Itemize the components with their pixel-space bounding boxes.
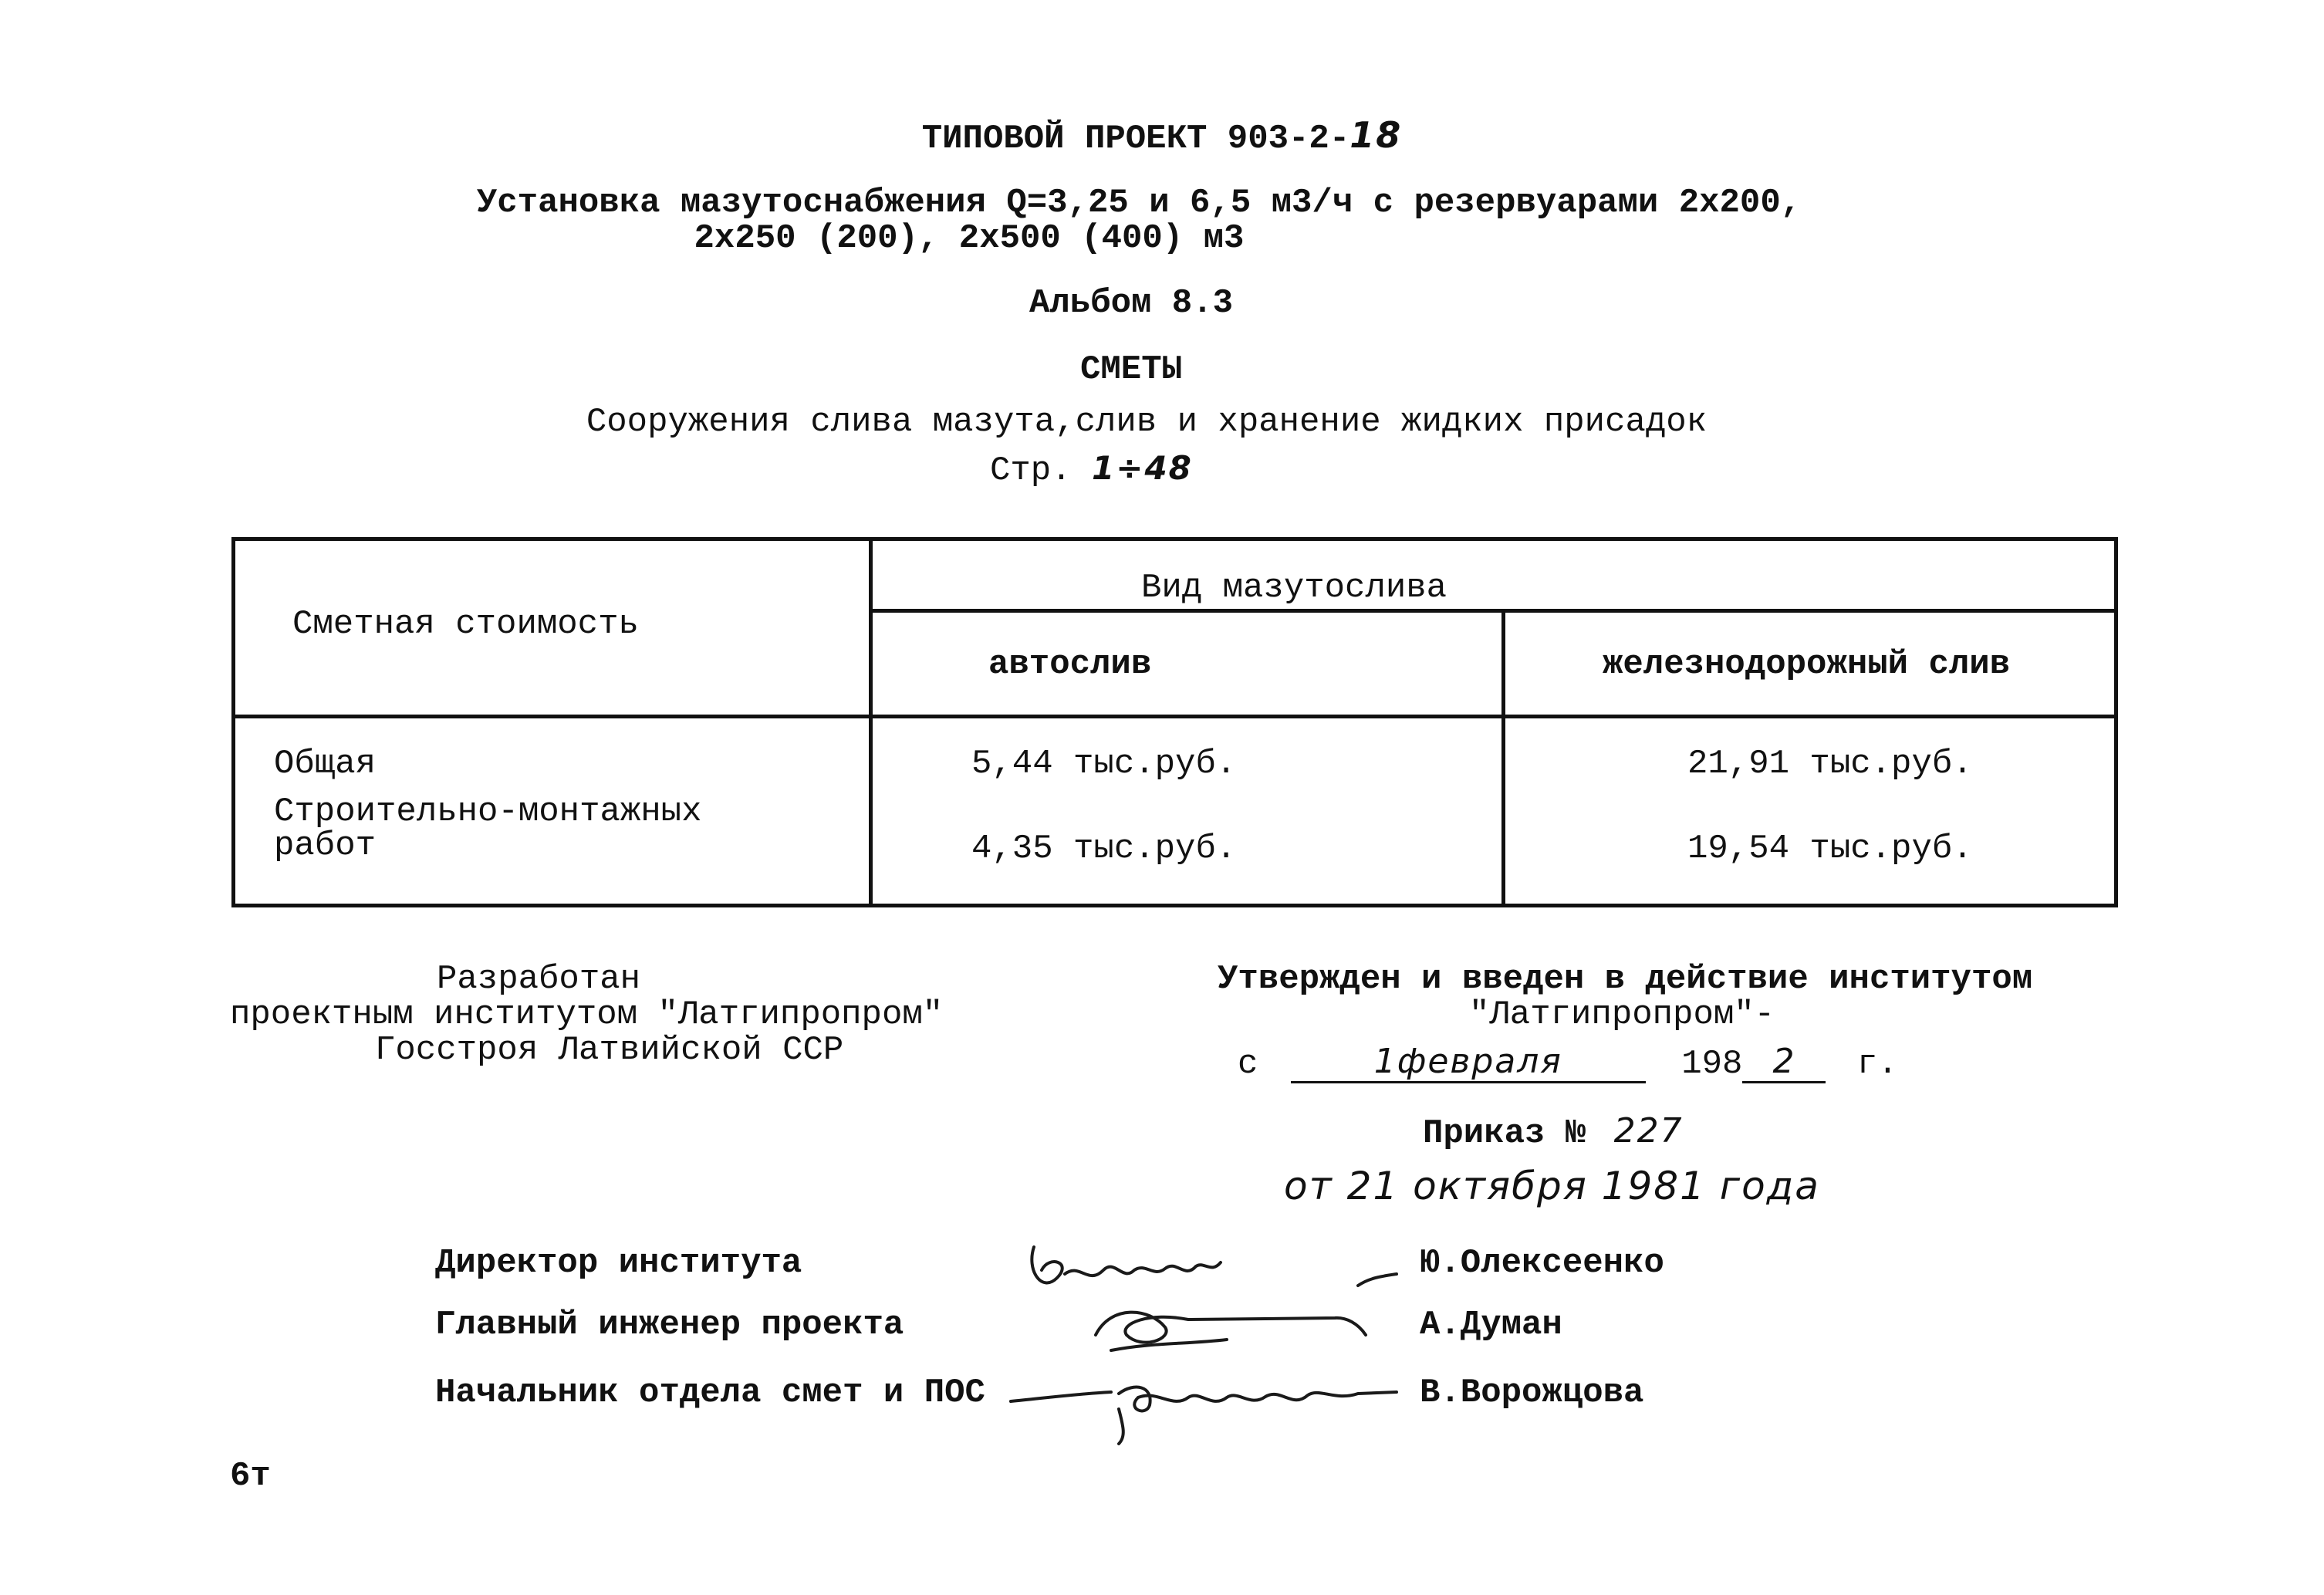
pages-line xyxy=(990,449,1193,490)
developed-line2: проектным институтом "Латгипропром" xyxy=(230,995,944,1034)
name-chief-engineer: А.Думан xyxy=(1420,1306,1562,1344)
row-labels-cell xyxy=(234,717,871,906)
order-date: от 21 октября 1981 года xyxy=(1284,1164,1820,1208)
year-prefix: 198 xyxy=(1681,1045,1743,1083)
pages-label: Стр. xyxy=(990,451,1072,490)
developed-line3: Госстроя Латвийской ССР xyxy=(375,1031,844,1070)
project-prefix: ТИПОВОЙ ПРОЕКТ 903-2- xyxy=(921,120,1350,158)
project-number: 18 xyxy=(1349,114,1403,156)
rail-total-value: 21,91 тыс.руб. xyxy=(1687,745,1973,783)
order-label: Приказ № xyxy=(1423,1114,1586,1153)
cost-table xyxy=(231,537,2118,907)
from-date: 1февраля xyxy=(1291,1042,1646,1083)
group-header: Вид мазутослива xyxy=(1141,569,1447,607)
sub-header-rail: железнодорожный слив xyxy=(1603,645,2011,684)
developed-line1: Разработан xyxy=(437,960,641,999)
role-director: Директор института xyxy=(435,1244,802,1282)
auto-construction-value: 4,35 тыс.руб. xyxy=(971,830,1237,868)
name-director: Ю.Олексеенко xyxy=(1420,1244,1664,1282)
signature-estimates-head-scribble xyxy=(1003,1363,1404,1448)
header-cell-auto xyxy=(871,611,1504,717)
auto-total-value: 5,44 тыс.руб. xyxy=(971,745,1237,783)
subject-line: Сооружения слива мазута,слив и хранение жидких присадок xyxy=(586,403,1708,441)
installation-title-line2: 2х250 (200), 2х500 (400) м3 xyxy=(694,219,1245,258)
footer-mark: 6т xyxy=(230,1457,271,1495)
approved-line2: "Латгипропром"- xyxy=(1469,995,1775,1034)
approved-line1: Утвержден и введен в действие институтом xyxy=(1218,960,2033,999)
installation-title-line1: Установка мазутоснабжения Q=3,25 и 6,5 м3/ч с резервуарами 2х200, xyxy=(476,184,1802,222)
album-label: Альбом 8.3 xyxy=(1029,284,1234,323)
sub-header-auto: автослив xyxy=(988,645,1152,684)
header-cell-cost xyxy=(234,539,871,717)
header-cell-group xyxy=(871,539,2116,611)
order-line xyxy=(1423,1111,1684,1153)
role-estimates-head: Начальник отдела смет и ПОС xyxy=(435,1374,985,1412)
header-cell-rail xyxy=(1504,611,2116,717)
year-suffix: г. xyxy=(1856,1045,1898,1083)
order-number: 227 xyxy=(1613,1111,1684,1151)
doc-type: СМЕТЫ xyxy=(1079,350,1183,389)
signature-chief-engineer-scribble xyxy=(1080,1289,1389,1366)
col-header-left: Сметная стоимость xyxy=(292,604,639,644)
rail-values-cell xyxy=(1504,717,2116,906)
row-label-construction-1: Строительно-монтажных xyxy=(274,792,702,831)
project-title xyxy=(0,114,2324,158)
auto-values-cell xyxy=(871,717,1504,906)
year-digit: 2 xyxy=(1742,1042,1826,1083)
rail-construction-value: 19,54 тыс.руб. xyxy=(1687,830,1973,868)
role-chief-engineer: Главный инженер проекта xyxy=(435,1306,904,1344)
row-label-construction-2: работ xyxy=(274,826,377,865)
pages-value: 1÷48 xyxy=(1092,449,1193,487)
from-prefix: с xyxy=(1238,1045,1258,1083)
name-estimates-head: В.Ворожцова xyxy=(1420,1374,1644,1412)
approved-date-line xyxy=(1238,1042,1898,1083)
row-label-total: Общая xyxy=(274,745,377,783)
